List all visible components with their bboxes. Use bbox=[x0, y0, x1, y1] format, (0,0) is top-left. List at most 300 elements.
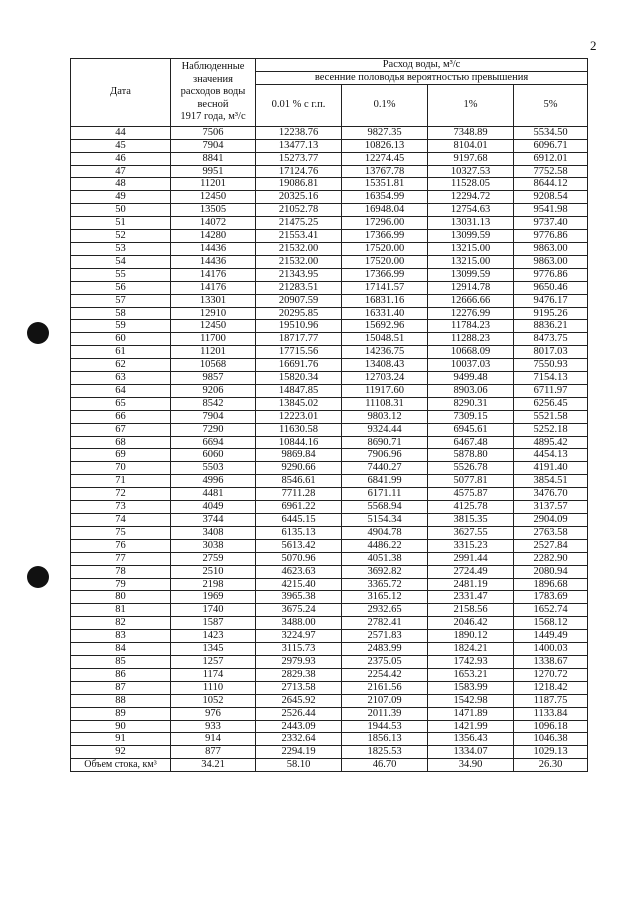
value-cell: 21532.00 bbox=[256, 255, 342, 268]
value-cell: 4051.38 bbox=[342, 552, 428, 565]
value-cell: 1096.18 bbox=[514, 720, 588, 733]
value-cell: 5521.58 bbox=[514, 410, 588, 423]
value-cell: 2904.09 bbox=[514, 514, 588, 527]
value-cell: 12223.01 bbox=[256, 410, 342, 423]
value-cell: 3744 bbox=[171, 514, 256, 527]
value-cell: 1740 bbox=[171, 604, 256, 617]
date-cell: 61 bbox=[71, 346, 171, 359]
value-cell: 4575.87 bbox=[428, 488, 514, 501]
date-cell: 80 bbox=[71, 591, 171, 604]
table-body bbox=[71, 126, 588, 758]
value-cell: 1110 bbox=[171, 681, 256, 694]
table-row bbox=[71, 514, 588, 527]
date-cell: 58 bbox=[71, 307, 171, 320]
value-cell: 8546.61 bbox=[256, 475, 342, 488]
value-cell: 12914.78 bbox=[428, 281, 514, 294]
value-cell: 1449.49 bbox=[514, 630, 588, 643]
value-cell: 7506 bbox=[171, 126, 256, 139]
table-row bbox=[71, 191, 588, 204]
date-cell: 76 bbox=[71, 539, 171, 552]
total-cell: 34.21 bbox=[171, 759, 256, 772]
value-cell: 2375.05 bbox=[342, 655, 428, 668]
value-cell: 1338.67 bbox=[514, 655, 588, 668]
value-cell: 10826.13 bbox=[342, 139, 428, 152]
value-cell: 17124.76 bbox=[256, 165, 342, 178]
date-cell: 89 bbox=[71, 707, 171, 720]
value-cell: 1052 bbox=[171, 694, 256, 707]
value-cell: 15273.77 bbox=[256, 152, 342, 165]
table-row bbox=[71, 475, 588, 488]
value-cell: 5568.94 bbox=[342, 501, 428, 514]
table-row bbox=[71, 359, 588, 372]
value-cell: 12274.45 bbox=[342, 152, 428, 165]
header-date: Дата bbox=[71, 59, 171, 127]
value-cell: 6135.13 bbox=[256, 526, 342, 539]
value-cell: 3692.82 bbox=[342, 565, 428, 578]
value-cell: 4623.63 bbox=[256, 565, 342, 578]
value-cell: 13845.02 bbox=[256, 397, 342, 410]
value-cell: 17141.57 bbox=[342, 281, 428, 294]
value-cell: 15820.34 bbox=[256, 372, 342, 385]
value-cell: 4904.78 bbox=[342, 526, 428, 539]
value-cell: 6912.01 bbox=[514, 152, 588, 165]
value-cell: 10037.03 bbox=[428, 359, 514, 372]
value-cell: 2526.44 bbox=[256, 707, 342, 720]
value-cell: 9650.46 bbox=[514, 281, 588, 294]
value-cell: 5878.80 bbox=[428, 449, 514, 462]
value-cell: 8690.71 bbox=[342, 436, 428, 449]
value-cell: 7752.58 bbox=[514, 165, 588, 178]
value-cell: 6467.48 bbox=[428, 436, 514, 449]
value-cell: 1652.74 bbox=[514, 604, 588, 617]
value-cell: 8836.21 bbox=[514, 320, 588, 333]
value-cell: 14436 bbox=[171, 242, 256, 255]
table-row bbox=[71, 217, 588, 230]
value-cell: 2107.09 bbox=[342, 694, 428, 707]
value-cell: 1583.99 bbox=[428, 681, 514, 694]
date-cell: 87 bbox=[71, 681, 171, 694]
value-cell: 11288.23 bbox=[428, 333, 514, 346]
value-cell: 7550.93 bbox=[514, 359, 588, 372]
header-flow-group: Расход воды, м³/с bbox=[256, 59, 588, 72]
value-cell: 2198 bbox=[171, 578, 256, 591]
value-cell: 4215.40 bbox=[256, 578, 342, 591]
value-cell: 10844.16 bbox=[256, 436, 342, 449]
table-row bbox=[71, 307, 588, 320]
total-cell: 26.30 bbox=[514, 759, 588, 772]
value-cell: 13301 bbox=[171, 294, 256, 307]
header-observed-line: весной bbox=[197, 98, 229, 110]
value-cell: 3315.23 bbox=[428, 539, 514, 552]
value-cell: 3815.35 bbox=[428, 514, 514, 527]
value-cell: 2763.58 bbox=[514, 526, 588, 539]
header-prob-1: 1% bbox=[428, 84, 514, 126]
value-cell: 20325.16 bbox=[256, 191, 342, 204]
value-cell: 16354.99 bbox=[342, 191, 428, 204]
header-observed bbox=[171, 59, 256, 127]
date-cell: 52 bbox=[71, 230, 171, 243]
value-cell: 2510 bbox=[171, 565, 256, 578]
value-cell: 7154.13 bbox=[514, 372, 588, 385]
date-cell: 91 bbox=[71, 733, 171, 746]
value-cell: 12450 bbox=[171, 191, 256, 204]
header-prob-5: 5% bbox=[514, 84, 588, 126]
value-cell: 7711.28 bbox=[256, 488, 342, 501]
value-cell: 6694 bbox=[171, 436, 256, 449]
date-cell: 71 bbox=[71, 475, 171, 488]
value-cell: 9869.84 bbox=[256, 449, 342, 462]
value-cell: 20295.85 bbox=[256, 307, 342, 320]
value-cell: 9476.17 bbox=[514, 294, 588, 307]
total-cell: 34.90 bbox=[428, 759, 514, 772]
value-cell: 3675.24 bbox=[256, 604, 342, 617]
table-row bbox=[71, 281, 588, 294]
table-row bbox=[71, 165, 588, 178]
value-cell: 4049 bbox=[171, 501, 256, 514]
value-cell: 5070.96 bbox=[256, 552, 342, 565]
value-cell: 1257 bbox=[171, 655, 256, 668]
value-cell: 8290.31 bbox=[428, 397, 514, 410]
table-row bbox=[71, 643, 588, 656]
value-cell: 19510.96 bbox=[256, 320, 342, 333]
value-cell: 1944.53 bbox=[342, 720, 428, 733]
value-cell: 9206 bbox=[171, 384, 256, 397]
value-cell: 2759 bbox=[171, 552, 256, 565]
value-cell: 9863.00 bbox=[514, 255, 588, 268]
date-cell: 66 bbox=[71, 410, 171, 423]
value-cell: 9499.48 bbox=[428, 372, 514, 385]
value-cell: 6841.99 bbox=[342, 475, 428, 488]
value-cell: 13408.43 bbox=[342, 359, 428, 372]
value-cell: 9776.86 bbox=[514, 268, 588, 281]
total-label: Объем стока, км³ bbox=[71, 759, 171, 772]
table-row bbox=[71, 449, 588, 462]
total-row bbox=[71, 759, 588, 772]
table-row bbox=[71, 565, 588, 578]
value-cell: 12294.72 bbox=[428, 191, 514, 204]
value-cell: 6711.97 bbox=[514, 384, 588, 397]
value-cell: 11108.31 bbox=[342, 397, 428, 410]
value-cell: 3854.51 bbox=[514, 475, 588, 488]
table-row bbox=[71, 655, 588, 668]
table-row bbox=[71, 630, 588, 643]
date-cell: 67 bbox=[71, 423, 171, 436]
value-cell: 2713.58 bbox=[256, 681, 342, 694]
value-cell: 4481 bbox=[171, 488, 256, 501]
value-cell: 2782.41 bbox=[342, 617, 428, 630]
value-cell: 21553.41 bbox=[256, 230, 342, 243]
date-cell: 59 bbox=[71, 320, 171, 333]
table-row bbox=[71, 462, 588, 475]
value-cell: 10568 bbox=[171, 359, 256, 372]
date-cell: 69 bbox=[71, 449, 171, 462]
table-row bbox=[71, 397, 588, 410]
value-cell: 6060 bbox=[171, 449, 256, 462]
date-cell: 65 bbox=[71, 397, 171, 410]
value-cell: 11917.60 bbox=[342, 384, 428, 397]
value-cell: 17715.56 bbox=[256, 346, 342, 359]
table-row bbox=[71, 552, 588, 565]
value-cell: 9324.44 bbox=[342, 423, 428, 436]
value-cell: 5534.50 bbox=[514, 126, 588, 139]
value-cell: 3965.38 bbox=[256, 591, 342, 604]
date-cell: 49 bbox=[71, 191, 171, 204]
value-cell: 2080.94 bbox=[514, 565, 588, 578]
value-cell: 2979.93 bbox=[256, 655, 342, 668]
value-cell: 8644.12 bbox=[514, 178, 588, 191]
value-cell: 5613.42 bbox=[256, 539, 342, 552]
value-cell: 1825.53 bbox=[342, 746, 428, 759]
value-cell: 15048.51 bbox=[342, 333, 428, 346]
value-cell: 9290.66 bbox=[256, 462, 342, 475]
table-row bbox=[71, 320, 588, 333]
table-row bbox=[71, 268, 588, 281]
table-row bbox=[71, 139, 588, 152]
value-cell: 14072 bbox=[171, 217, 256, 230]
value-cell: 9541.98 bbox=[514, 204, 588, 217]
value-cell: 2282.90 bbox=[514, 552, 588, 565]
value-cell: 16691.76 bbox=[256, 359, 342, 372]
value-cell: 21052.78 bbox=[256, 204, 342, 217]
value-cell: 976 bbox=[171, 707, 256, 720]
table-row bbox=[71, 384, 588, 397]
value-cell: 6256.45 bbox=[514, 397, 588, 410]
value-cell: 877 bbox=[171, 746, 256, 759]
value-cell: 5503 bbox=[171, 462, 256, 475]
value-cell: 2046.42 bbox=[428, 617, 514, 630]
table-row bbox=[71, 591, 588, 604]
value-cell: 2161.56 bbox=[342, 681, 428, 694]
value-cell: 12754.63 bbox=[428, 204, 514, 217]
table-row bbox=[71, 410, 588, 423]
value-cell: 2481.19 bbox=[428, 578, 514, 591]
value-cell: 2254.42 bbox=[342, 668, 428, 681]
value-cell: 5252.18 bbox=[514, 423, 588, 436]
value-cell: 3408 bbox=[171, 526, 256, 539]
value-cell: 21283.51 bbox=[256, 281, 342, 294]
value-cell: 914 bbox=[171, 733, 256, 746]
value-cell: 3488.00 bbox=[256, 617, 342, 630]
value-cell: 1742.93 bbox=[428, 655, 514, 668]
table-row bbox=[71, 204, 588, 217]
value-cell: 7440.27 bbox=[342, 462, 428, 475]
table-row bbox=[71, 230, 588, 243]
value-cell: 5526.78 bbox=[428, 462, 514, 475]
value-cell: 1174 bbox=[171, 668, 256, 681]
value-cell: 9776.86 bbox=[514, 230, 588, 243]
value-cell: 9195.26 bbox=[514, 307, 588, 320]
header-prob-0.01: 0.01 % с г.п. bbox=[256, 84, 342, 126]
value-cell: 13031.13 bbox=[428, 217, 514, 230]
value-cell: 1356.43 bbox=[428, 733, 514, 746]
table-row bbox=[71, 423, 588, 436]
value-cell: 7906.96 bbox=[342, 449, 428, 462]
value-cell: 8473.75 bbox=[514, 333, 588, 346]
header-observed-line: расходов воды bbox=[180, 86, 246, 98]
value-cell: 3224.97 bbox=[256, 630, 342, 643]
value-cell: 17366.99 bbox=[342, 268, 428, 281]
date-cell: 82 bbox=[71, 617, 171, 630]
value-cell: 12666.66 bbox=[428, 294, 514, 307]
value-cell: 7309.15 bbox=[428, 410, 514, 423]
value-cell: 12703.24 bbox=[342, 372, 428, 385]
value-cell: 21475.25 bbox=[256, 217, 342, 230]
table-row bbox=[71, 242, 588, 255]
value-cell: 5154.34 bbox=[342, 514, 428, 527]
value-cell: 9208.54 bbox=[514, 191, 588, 204]
table-row bbox=[71, 152, 588, 165]
value-cell: 8542 bbox=[171, 397, 256, 410]
date-cell: 84 bbox=[71, 643, 171, 656]
value-cell: 14436 bbox=[171, 255, 256, 268]
value-cell: 8841 bbox=[171, 152, 256, 165]
value-cell: 1783.69 bbox=[514, 591, 588, 604]
value-cell: 2158.56 bbox=[428, 604, 514, 617]
value-cell: 2527.84 bbox=[514, 539, 588, 552]
value-cell: 1653.21 bbox=[428, 668, 514, 681]
value-cell: 11201 bbox=[171, 346, 256, 359]
date-cell: 75 bbox=[71, 526, 171, 539]
date-cell: 50 bbox=[71, 204, 171, 217]
date-cell: 74 bbox=[71, 514, 171, 527]
value-cell: 11630.58 bbox=[256, 423, 342, 436]
value-cell: 12238.76 bbox=[256, 126, 342, 139]
value-cell: 6445.15 bbox=[256, 514, 342, 527]
table-row bbox=[71, 733, 588, 746]
value-cell: 16831.16 bbox=[342, 294, 428, 307]
header-observed-line: 1917 года, м³/с bbox=[180, 111, 246, 123]
value-cell: 1187.75 bbox=[514, 694, 588, 707]
value-cell: 13099.59 bbox=[428, 230, 514, 243]
value-cell: 9857 bbox=[171, 372, 256, 385]
value-cell: 1542.98 bbox=[428, 694, 514, 707]
value-cell: 18717.77 bbox=[256, 333, 342, 346]
value-cell: 1568.12 bbox=[514, 617, 588, 630]
value-cell: 17520.00 bbox=[342, 242, 428, 255]
value-cell: 3038 bbox=[171, 539, 256, 552]
value-cell: 2932.65 bbox=[342, 604, 428, 617]
value-cell: 1423 bbox=[171, 630, 256, 643]
punch-hole-top bbox=[27, 322, 49, 344]
value-cell: 8903.06 bbox=[428, 384, 514, 397]
value-cell: 1896.68 bbox=[514, 578, 588, 591]
value-cell: 12450 bbox=[171, 320, 256, 333]
value-cell: 1400.03 bbox=[514, 643, 588, 656]
table-row bbox=[71, 294, 588, 307]
table-row bbox=[71, 694, 588, 707]
table-row bbox=[71, 578, 588, 591]
value-cell: 6096.71 bbox=[514, 139, 588, 152]
page-number: 2 bbox=[590, 38, 597, 53]
value-cell: 11784.23 bbox=[428, 320, 514, 333]
table-row bbox=[71, 681, 588, 694]
date-cell: 63 bbox=[71, 372, 171, 385]
date-cell: 88 bbox=[71, 694, 171, 707]
value-cell: 4996 bbox=[171, 475, 256, 488]
value-cell: 1218.42 bbox=[514, 681, 588, 694]
table-row bbox=[71, 539, 588, 552]
value-cell: 10327.53 bbox=[428, 165, 514, 178]
date-cell: 83 bbox=[71, 630, 171, 643]
value-cell: 9863.00 bbox=[514, 242, 588, 255]
value-cell: 2724.49 bbox=[428, 565, 514, 578]
date-cell: 62 bbox=[71, 359, 171, 372]
value-cell: 9737.40 bbox=[514, 217, 588, 230]
value-cell: 12276.99 bbox=[428, 307, 514, 320]
value-cell: 14236.75 bbox=[342, 346, 428, 359]
value-cell: 10668.09 bbox=[428, 346, 514, 359]
value-cell: 3365.72 bbox=[342, 578, 428, 591]
date-cell: 85 bbox=[71, 655, 171, 668]
value-cell: 11201 bbox=[171, 178, 256, 191]
date-cell: 68 bbox=[71, 436, 171, 449]
value-cell: 1856.13 bbox=[342, 733, 428, 746]
date-cell: 47 bbox=[71, 165, 171, 178]
value-cell: 1890.12 bbox=[428, 630, 514, 643]
value-cell: 15692.96 bbox=[342, 320, 428, 333]
table-row bbox=[71, 346, 588, 359]
value-cell: 933 bbox=[171, 720, 256, 733]
date-cell: 79 bbox=[71, 578, 171, 591]
date-cell: 44 bbox=[71, 126, 171, 139]
value-cell: 7904 bbox=[171, 410, 256, 423]
value-cell: 4125.78 bbox=[428, 501, 514, 514]
value-cell: 16331.40 bbox=[342, 307, 428, 320]
value-cell: 16948.04 bbox=[342, 204, 428, 217]
header-flow-subgroup: весенние половодья вероятностью превышения bbox=[256, 71, 588, 84]
value-cell: 2331.47 bbox=[428, 591, 514, 604]
total-cell: 46.70 bbox=[342, 759, 428, 772]
value-cell: 14176 bbox=[171, 268, 256, 281]
value-cell: 3476.70 bbox=[514, 488, 588, 501]
value-cell: 14280 bbox=[171, 230, 256, 243]
value-cell: 11528.05 bbox=[428, 178, 514, 191]
value-cell: 1029.13 bbox=[514, 746, 588, 759]
value-cell: 3137.57 bbox=[514, 501, 588, 514]
date-cell: 56 bbox=[71, 281, 171, 294]
value-cell: 3627.55 bbox=[428, 526, 514, 539]
value-cell: 11700 bbox=[171, 333, 256, 346]
value-cell: 4191.40 bbox=[514, 462, 588, 475]
value-cell: 6171.11 bbox=[342, 488, 428, 501]
value-cell: 1824.21 bbox=[428, 643, 514, 656]
value-cell: 4895.42 bbox=[514, 436, 588, 449]
value-cell: 13215.00 bbox=[428, 255, 514, 268]
value-cell: 7904 bbox=[171, 139, 256, 152]
value-cell: 8104.01 bbox=[428, 139, 514, 152]
table-row bbox=[71, 707, 588, 720]
punch-hole-bottom bbox=[27, 566, 49, 588]
value-cell: 7290 bbox=[171, 423, 256, 436]
date-cell: 92 bbox=[71, 746, 171, 759]
value-cell: 2829.38 bbox=[256, 668, 342, 681]
date-cell: 55 bbox=[71, 268, 171, 281]
value-cell: 14847.85 bbox=[256, 384, 342, 397]
value-cell: 1969 bbox=[171, 591, 256, 604]
table-row bbox=[71, 604, 588, 617]
table-row bbox=[71, 746, 588, 759]
header-prob-0.1: 0.1% bbox=[342, 84, 428, 126]
value-cell: 2443.09 bbox=[256, 720, 342, 733]
value-cell: 13215.00 bbox=[428, 242, 514, 255]
value-cell: 2571.83 bbox=[342, 630, 428, 643]
value-cell: 1334.07 bbox=[428, 746, 514, 759]
value-cell: 4454.13 bbox=[514, 449, 588, 462]
value-cell: 7348.89 bbox=[428, 126, 514, 139]
date-cell: 51 bbox=[71, 217, 171, 230]
header-observed-line: значения bbox=[192, 73, 234, 85]
date-cell: 53 bbox=[71, 242, 171, 255]
